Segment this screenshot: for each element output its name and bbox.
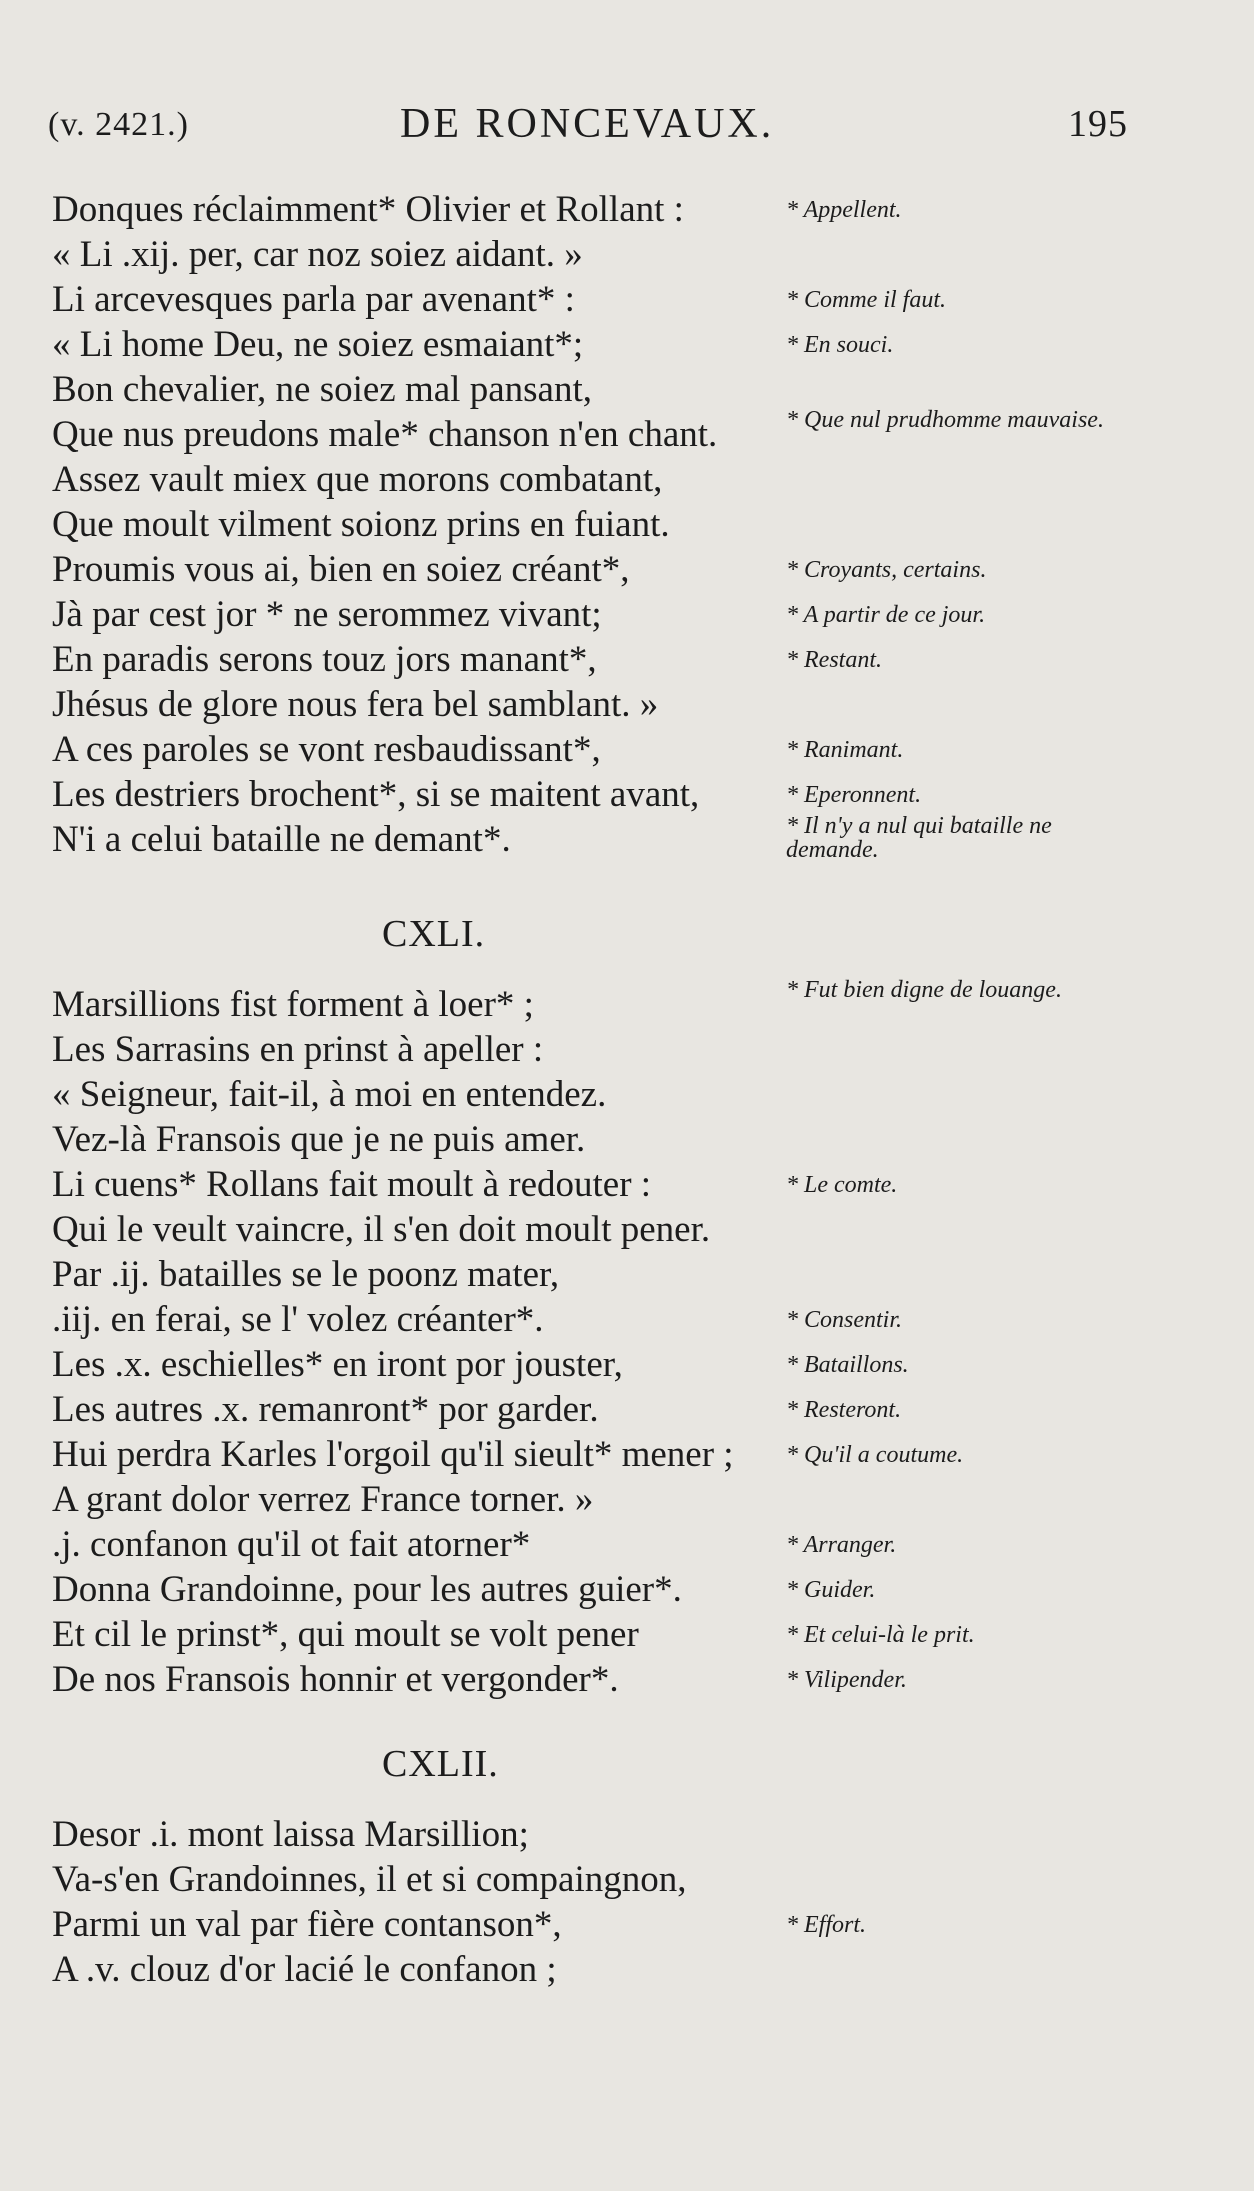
verse-line: « Seigneur, fait-il, à moi en entendez. [52, 1074, 607, 1115]
stanza-heading: CXLI. [382, 913, 486, 955]
gloss-note: * Et celui-là le prit. [786, 1622, 975, 1648]
gloss-note: * Que nul prudhomme mauvaise. [786, 407, 1104, 433]
verse-line: Assez vault miex que morons combatant, [52, 459, 663, 500]
verse-line: Marsillions fist forment à loer* ; [52, 984, 534, 1025]
verse-line: « Li home Deu, ne soiez esmaiant*; [52, 324, 584, 365]
gloss-note: * Il n'y a nul qui bataille ne demande. [786, 813, 1052, 863]
gloss-note: * A partir de ce jour. [786, 602, 986, 628]
gloss-note: * Fut bien digne de louange. [786, 977, 1062, 1003]
verse-line: Vez-là Fransois que je ne puis amer. [52, 1119, 586, 1160]
verse-line: N'i a celui bataille ne demant*. [52, 819, 511, 860]
gloss-note: * Appellent. [786, 197, 902, 223]
verse-line: Li cuens* Rollans fait moult à redouter : [52, 1164, 652, 1205]
gloss-note: * Consentir. [786, 1307, 903, 1333]
verse-line: .j. confanon qu'il ot fait atorner* [52, 1524, 531, 1565]
gloss-note: * Eperonnent. [786, 782, 922, 808]
stanza-heading: CXLII. [382, 1743, 499, 1785]
gloss-note: * Croyants, certains. [786, 557, 987, 583]
verse-line: Que nus preudons male* chanson n'en chant. [52, 414, 718, 455]
page-number: 195 [1068, 103, 1128, 145]
verse-line: Proumis vous ai, bien en soiez créant*, [52, 549, 630, 590]
verse-line: .iij. en ferai, se l' volez créanter*. [52, 1299, 544, 1340]
verse-line: Jà par cest jor * ne serommez vivant; [52, 594, 602, 635]
gloss-note: * Effort. [786, 1912, 867, 1938]
verse-line: Jhésus de glore nous fera bel samblant. » [52, 684, 659, 725]
gloss-note: * Ranimant. [786, 737, 904, 763]
gloss-note: * Resteront. [786, 1397, 902, 1423]
gloss-note: * En souci. [786, 332, 894, 358]
verse-line: Que moult vilment soionz prins en fuiant. [52, 504, 670, 545]
verse-line: Les autres .x. remanront* por garder. [52, 1389, 599, 1430]
gloss-note: * Le comte. [786, 1172, 898, 1198]
verse-line: Les Sarrasins en prinst à apeller : [52, 1029, 544, 1070]
running-title: DE RONCEVAUX. [400, 101, 775, 147]
verse-line: Hui perdra Karles l'orgoil qu'il sieult* mener ; [52, 1434, 734, 1475]
gloss-note: * Bataillons. [786, 1352, 909, 1378]
gloss-note: * Vilipender. [786, 1667, 907, 1693]
verse-line: De nos Fransois honnir et vergonder*. [52, 1659, 619, 1700]
verse-line: Les destriers brochent*, si se maitent avant, [52, 774, 700, 815]
gloss-note: * Restant. [786, 647, 882, 673]
verse-line: A .v. clouz d'or lacié le confanon ; [52, 1949, 557, 1990]
verse-line: Donna Grandoinne, pour les autres guier*. [52, 1569, 682, 1610]
verse-line: Et cil le prinst*, qui moult se volt pener [52, 1614, 639, 1655]
gloss-note: * Arranger. [786, 1532, 897, 1558]
verse-line: « Li .xij. per, car noz soiez aidant. » [52, 234, 583, 275]
verse-line: Par .ij. batailles se le poonz mater, [52, 1254, 560, 1295]
verse-line: Bon chevalier, ne soiez mal pansant, [52, 369, 592, 410]
verse-line: Qui le veult vaincre, il s'en doit moult pener. [52, 1209, 711, 1250]
gloss-note: * Qu'il a coutume. [786, 1442, 964, 1468]
verse-line: A ces paroles se vont resbaudissant*, [52, 729, 601, 770]
verse-line: Les .x. eschielles* en iront por jouster, [52, 1344, 623, 1385]
verse-line: Li arcevesques parla par avenant* : [52, 279, 575, 320]
gloss-note: * Guider. [786, 1577, 876, 1603]
verse-line: Va-s'en Grandoinnes, il et si compaingnon, [52, 1859, 687, 1900]
running-header [48, 100, 1128, 150]
verse-line: Parmi un val par fière contanson*, [52, 1904, 562, 1945]
verse-reference: (v. 2421.) [48, 106, 189, 143]
verse-line: A grant dolor verrez France torner. » [52, 1479, 594, 1520]
verse-line: En paradis serons touz jors manant*, [52, 639, 597, 680]
verse-line: Donques réclaimment* Olivier et Rollant : [52, 189, 684, 230]
gloss-note: * Comme il faut. [786, 287, 946, 313]
verse-line: Desor .i. mont laissa Marsillion; [52, 1814, 529, 1855]
